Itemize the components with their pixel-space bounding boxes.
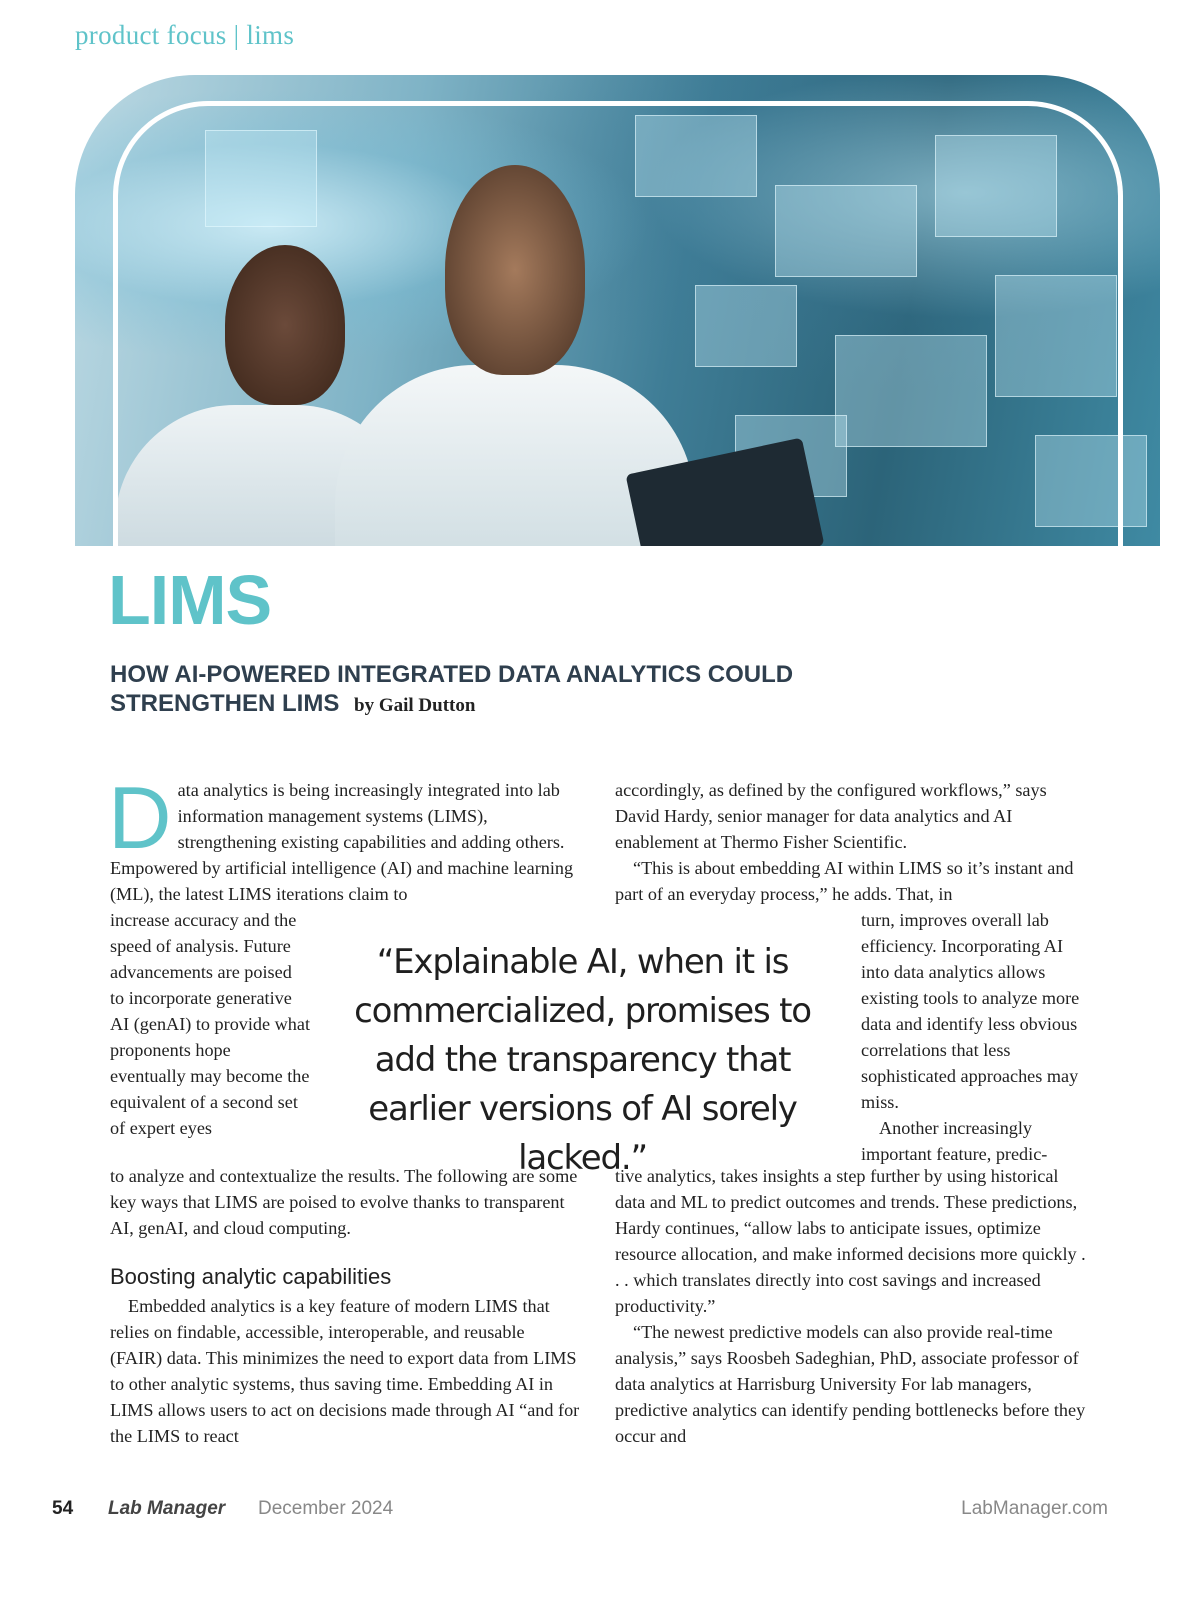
subtitle-text: HOW AI-POWERED INTEGRATED DATA ANALYTICS COULD STRENGTHEN LIMS (110, 661, 794, 717)
page-number: 54 (52, 1498, 74, 1519)
intro-text: ata analytics is being increasingly integrated into lab information management systems (LIMS), strengthening existing capabilities and adding others. Empowered by artificial intelligence (AI) and machine learning (ML), the latest LIMS iterations claim to (110, 780, 574, 904)
hero-image (75, 75, 1160, 546)
column-1-narrow-text: increase accuracy and the speed of analysis. Future advancements are poised to incorporate generative AI (genAI) to provide what proponents hope eventually may become the equivalent of a second set of expert eyes (110, 910, 311, 1138)
paragraph: “The newest predictive models can also provide real-time analysis,” says Roosbeh Sadeghian, PhD, associate professor of data analytics at Harrisburg University For lab managers, predictive analytics can identify pending bottlenecks before they occur and (615, 1322, 1086, 1446)
section-label: product focus | lims (75, 20, 295, 50)
pull-quote: “Explainable AI, when it is commercialized, promises to add the transparency that earlier versions of AI sorely lacked.” (354, 942, 811, 1178)
paragraph: Another increasingly important feature, predic- (861, 1118, 1048, 1164)
column-1-continued: to analyze and contextualize the results. The following are some key ways that LIMS are poised to evolve thanks to transparent AI, genAI, and cloud computing. (110, 1166, 578, 1238)
paragraph: accordingly, as defined by the configured workflows,” says David Hardy, senior manager for data analytics and AI enablement at Thermo Fisher Scientific. (615, 780, 1047, 852)
paragraph: “This is about embedding AI within LIMS so it’s instant and part of an everyday process,” he adds. That, in (615, 858, 1074, 904)
section-heading: Boosting analytic capabilities (110, 1264, 392, 1289)
article-subtitle (110, 660, 910, 720)
column-2-bottom (615, 1163, 1090, 1449)
column-1-intro (108, 768, 580, 907)
column-2-top (615, 777, 1090, 907)
byline: by Gail Dutton (354, 695, 476, 716)
paragraph: tive analytics, takes insights a step further by using historical data and ML to predict outcomes and trends. These predictions, Hardy continues, “allow labs to anticipate issues, optimize resource allocation, and make informed decisions more quickly . . . which translates directly into cost savings and increased productivity.” (615, 1166, 1086, 1316)
magazine-name: Lab Manager (108, 1498, 226, 1519)
paragraph: turn, improves overall lab efficiency. Incorporating AI into data analytics allows existing tools to analyze more data and identify less obvious correlations that less sophisticated approaches may miss. (861, 910, 1080, 1112)
issue-date: December 2024 (258, 1498, 394, 1519)
drop-cap: D (108, 768, 172, 867)
article-title: LIMS (108, 561, 272, 639)
website-link[interactable]: LabManager.com (961, 1498, 1108, 1519)
column-1-section-text: Embedded analytics is a key feature of modern LIMS that relies on findable, accessible, interoperable, and reusable (FAIR) data. This minimizes the need to export data from LIMS to other analytic systems, thus saving time. Embedding AI in LIMS allows users to act on decisions made through AI “and for the LIMS to react (110, 1296, 580, 1446)
column-2-narrow-text (861, 907, 1090, 1167)
